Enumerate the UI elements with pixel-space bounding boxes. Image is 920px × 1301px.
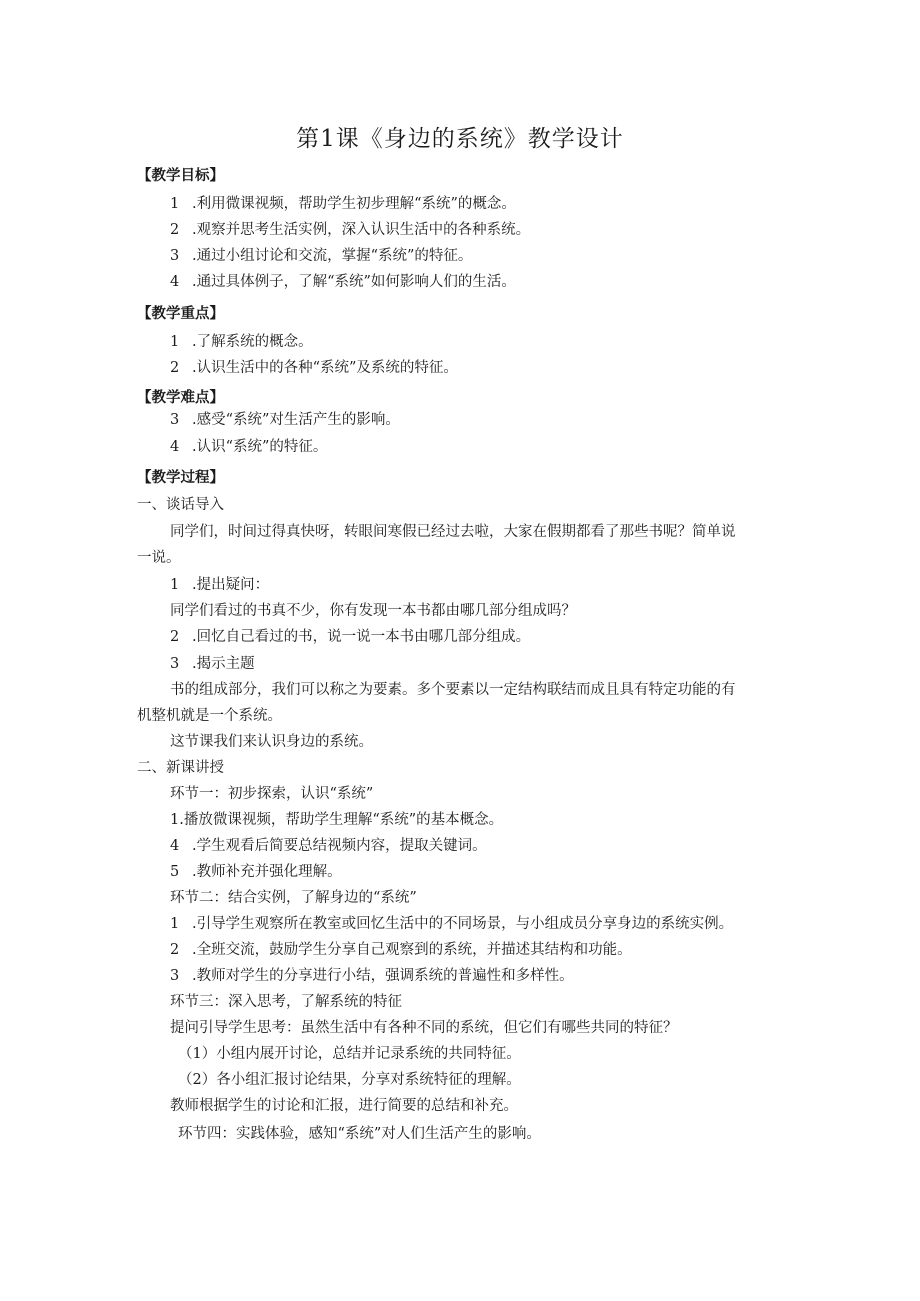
stage3-summary: 教师根据学生的讨论和汇报，进行简要的总结和补充。 <box>170 1098 518 1114</box>
stage1-title: 环节一：初步探索，认识“系统” <box>170 786 374 802</box>
part1-intro-line1: 同学们，时间过得真快呀，转眼间寒假已经过去啦，大家在假期都看了那些书呢？简单说 <box>170 524 736 540</box>
difficulty-item-1-text: .感受“系统”对生活产生的影响。 <box>192 412 400 428</box>
part1-step2-num: 2 <box>170 629 180 645</box>
stage1-item-3 <box>170 862 342 882</box>
key-point-item-1 <box>170 332 313 352</box>
stage2-item-3 <box>170 966 574 986</box>
goal-item-3-text: .通过小组讨论和交流，掌握“系统”的特征。 <box>192 248 473 264</box>
goal-item-2-num: 2 <box>170 222 180 238</box>
stage2-item-3-num: 3 <box>170 968 180 984</box>
goal-item-2 <box>170 220 530 240</box>
stage2-item-1-text: .引导学生观察所在教室或回忆生活中的不同场景，与小组成员分享身边的系统实例。 <box>192 916 734 932</box>
goal-item-1-text: .利用微课视频，帮助学生初步理解“系统”的概念。 <box>192 196 516 212</box>
process-heading: 【教学过程】 <box>137 470 224 486</box>
part1-concept-line1: 书的组成部分，我们可以称之为要素。多个要素以一定结构联结而成且具有特定功能的有 <box>170 682 736 698</box>
difficulty-item-1 <box>170 410 400 430</box>
part1-title: 一、谈话导入 <box>137 497 224 513</box>
stage1-item-1: 1.播放微课视频，帮助学生理解“系统”的基本概念。 <box>170 812 504 828</box>
difficulty-item-2-num: 4 <box>170 439 180 455</box>
stage1-item-3-num: 5 <box>170 864 180 880</box>
stage2-item-1-num: 1 <box>170 916 180 932</box>
part2-title: 二、新课讲授 <box>137 760 224 776</box>
stage2-item-2-num: 2 <box>170 942 180 958</box>
difficulty-item-2 <box>170 437 327 457</box>
part1-concept-line2: 机整机就是一个系统。 <box>137 708 282 724</box>
goal-item-1-num: 1 <box>170 196 180 212</box>
document-title: 第1课《身边的系统》教学设计 <box>296 126 624 152</box>
difficulties-heading: 【教学难点】 <box>137 390 224 406</box>
stage1-item-2-text: .学生观看后简要总结视频内容，提取关键词。 <box>192 838 487 854</box>
stage3-sub-2: （2）各小组汇报讨论结果，分享对系统特征的理解。 <box>178 1072 521 1088</box>
stage1-item-2 <box>170 836 487 856</box>
goal-item-3-num: 3 <box>170 248 180 264</box>
stage3-question: 提问引导学生思考：虽然生活中有各种不同的系统，但它们有哪些共同的特征？ <box>170 1020 678 1036</box>
goals-heading: 【教学目标】 <box>137 168 224 184</box>
key-point-item-2-text: .认识生活中的各种“系统”及系统的特征。 <box>192 360 458 376</box>
stage4-title: 环节四：实践体验，感知“系统”对人们生活产生的影响。 <box>178 1126 541 1142</box>
goal-item-4-text: .通过具体例子，了解“系统”如何影响人们的生活。 <box>192 274 516 290</box>
part1-step3 <box>170 654 255 674</box>
stage2-item-2-text: .全班交流，鼓励学生分享自己观察到的系统，并描述其结构和功能。 <box>192 942 632 958</box>
goal-item-2-text: .观察并思考生活实例，深入认识生活中的各种系统。 <box>192 222 531 238</box>
key-point-item-1-text: .了解系统的概念。 <box>192 334 313 350</box>
stage2-item-3-text: .教师对学生的分享进行小结，强调系统的普遍性和多样性。 <box>192 968 574 984</box>
part1-step2-text: .回忆自己看过的书，说一说一本书由哪几部分组成。 <box>192 629 531 645</box>
part1-lesson-intro: 这节课我们来认识身边的系统。 <box>170 734 373 750</box>
goal-item-4 <box>170 272 516 292</box>
key-point-item-2-num: 2 <box>170 360 180 376</box>
difficulty-item-1-num: 3 <box>170 412 180 428</box>
part1-step1-text: .提出疑问： <box>192 577 270 593</box>
part1-intro-line2: 一说。 <box>137 550 181 566</box>
stage2-item-1 <box>170 914 733 934</box>
goal-item-1 <box>170 194 516 214</box>
stage3-title: 环节三：深入思考，了解系统的特征 <box>170 994 402 1010</box>
key-points-heading: 【教学重点】 <box>137 306 224 322</box>
part1-step1-num: 1 <box>170 577 180 593</box>
stage1-item-2-num: 4 <box>170 838 180 854</box>
stage2-item-2 <box>170 940 632 960</box>
difficulty-item-2-text: .认识“系统”的特征。 <box>192 439 328 455</box>
part1-step1 <box>170 575 269 595</box>
part1-step2 <box>170 627 530 647</box>
key-point-item-1-num: 1 <box>170 334 180 350</box>
stage2-title: 环节二：结合实例，了解身边的“系统” <box>170 890 417 906</box>
stage3-sub-1: （1）小组内展开讨论，总结并记录系统的共同特征。 <box>178 1046 521 1062</box>
stage1-item-3-text: .教师补充并强化理解。 <box>192 864 342 880</box>
goal-item-3 <box>170 246 472 266</box>
key-point-item-2 <box>170 358 458 378</box>
part1-step3-text: .揭示主题 <box>192 656 255 672</box>
part1-step3-num: 3 <box>170 656 180 672</box>
part1-question: 同学们看过的书真不少，你有发现一本书都由哪几部分组成吗？ <box>170 603 576 619</box>
goal-item-4-num: 4 <box>170 274 180 290</box>
